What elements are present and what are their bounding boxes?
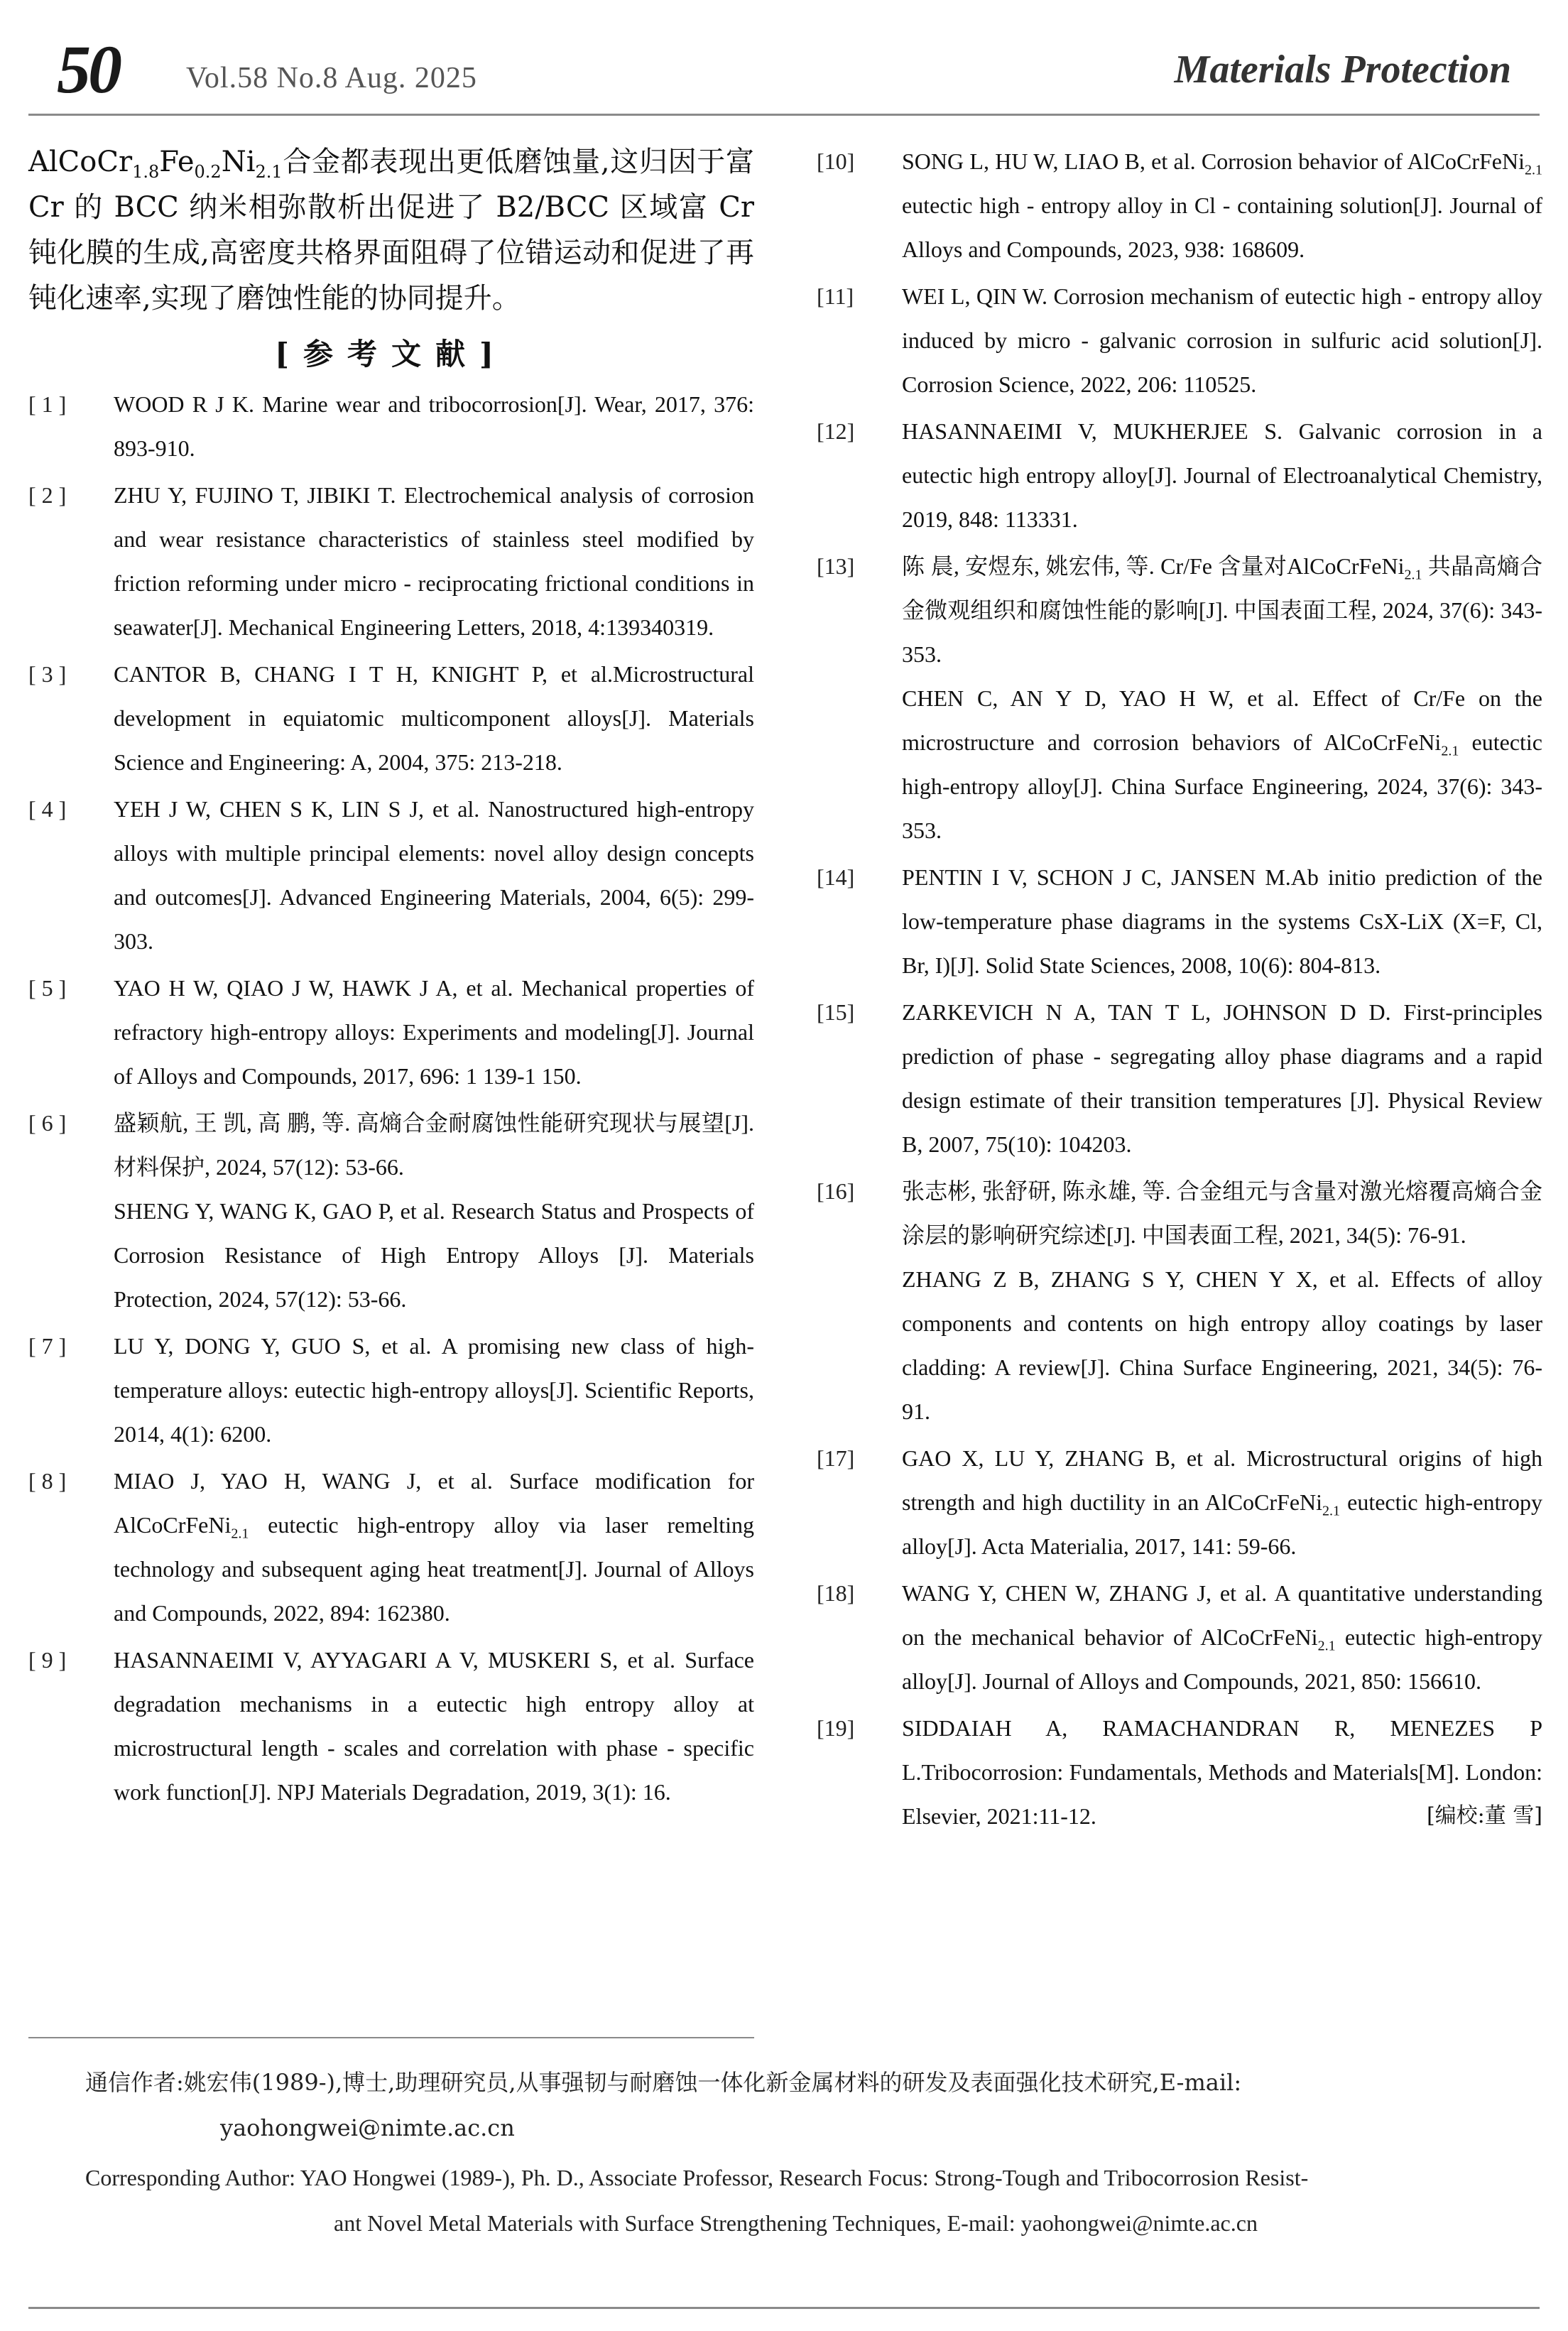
reference-item [28, 652, 754, 784]
reference-number: [14] [817, 864, 855, 890]
reference-text-en: SHENG Y, WANG K, GAO P, et al. Research Status and Prospects of Corrosion Resistance of High Entropy Alloys [J]. Materials Protection, 2024, 57(12): 53-66. [114, 1198, 754, 1312]
reference-item [28, 382, 754, 470]
reference-number: [19] [817, 1715, 855, 1741]
bottom-rule [28, 2307, 1540, 2309]
reference-number: [17] [817, 1445, 855, 1471]
corresponding-author-en [85, 2155, 1541, 2246]
reference-text-cn: 陈 晨, 安煜东, 姚宏伟, 等. Cr/Fe 含量对AlCoCrFeNi$_{2.1}$ 共晶高熵合金微观组织和腐蚀性能的影响[J]. 中国表面工程, 2024, 37(6): 343-353. [902, 553, 1542, 667]
footnote-rule [28, 2037, 754, 2038]
page-number: 50 [57, 31, 119, 107]
issue-info: Vol.58 No.8 Aug. 2025 [186, 62, 477, 94]
reference-number: [10] [817, 148, 855, 174]
reference-text-en: CHEN C, AN Y D, YAO H W, et al. Effect of Cr/Fe on the microstructure and corrosion behaviors of AlCoCrFeNi$_{2.1}$ eutectic high-entropy alloy[J]. China Surface Engineering, 2024, 37(6): 343-353. [902, 685, 1542, 843]
reference-text [902, 544, 1542, 852]
reference-number: [13] [817, 553, 855, 579]
footnote-en-line: Corresponding Author: YAO Hongwei (1989-), Ph. D., Associate Professor, Research Focus: Strong-Tough and Tribocorrosion Resist- [85, 2165, 1309, 2190]
reference-text: HASANNAEIMI V, MUKHERJEE S. Galvanic corrosion in a eutectic high entropy alloy[J]. Journal of Electroanalytical Chemistry, 2019, 848: 113331. [902, 418, 1542, 532]
reference-item [28, 1101, 754, 1321]
reference-item [28, 1459, 754, 1635]
conclusion-paragraph: $AlCoCr_{1.8}Fe_{0.2}Ni_{2.1}$合金都表现出更低磨蚀量,这归因于富 Cr 的 BCC 纳米相弥散析出促进了 B2/BCC 区域富 Cr 钝化膜的生成,高密度共格界面阻碍了位错运动和促进了再钝化速率,实现了磨蚀性能的协同提升。 [28, 146, 754, 315]
reference-text: HASANNAEIMI V, AYYAGARI A V, MUSKERI S, et al. Surface degradation mechanisms in a eutectic high entropy alloy at microstructural length - scales and correlation with phase - specific work function[J]. NPJ Materials Degradation, 2019, 3(1): 16. [114, 1647, 754, 1805]
reference-text-cn: 盛颖航, 王 凯, 高 鹏, 等. 高熵合金耐腐蚀性能研究现状与展望[J]. 材料保护, 2024, 57(12): 53-66. [114, 1110, 754, 1180]
references-heading: [参考文献] [275, 337, 508, 371]
reference-number: [ 9 ] [28, 1647, 67, 1673]
reference-text: WOOD R J K. Marine wear and tribocorrosion[J]. Wear, 2017, 376: 893-910. [114, 391, 754, 461]
reference-item [28, 1324, 754, 1456]
left-column [28, 139, 754, 1817]
reference-item [817, 1436, 1542, 1568]
reference-text-cn: 张志彬, 张舒研, 陈永雄, 等. 合金组元与含量对激光熔覆高熵合金涂层的影响研究综述[J]. 中国表面工程, 2021, 34(5): 76-91. [902, 1178, 1542, 1248]
reference-text: GAO X, LU Y, ZHANG B, et al. Microstructural origins of high strength and high ductility in an AlCoCrFeNi$_{2.1}$ eutectic high-entropy alloy[J]. Acta Materialia, 2017, 141: 59-66. [902, 1445, 1543, 1559]
reference-number: [12] [817, 418, 855, 444]
author-email[interactable]: yaohongwei@nimte.ac.cn [220, 2114, 515, 2141]
reference-text: MIAO J, YAO H, WANG J, et al. Surface modification for AlCoCrFeNi$_{2.1}$ eutectic high-entropy alloy via laser remelting technology and subsequent aging heat treatment[J]. Journal of Alloys and Compounds, 2022, 894: 162380. [114, 1468, 754, 1626]
reference-item [28, 787, 754, 963]
footnote-en-line: ant Novel Metal Materials with Surface Strengthening Techniques, E-mail: yaohongwei@nimte.ac.cn [334, 2210, 1258, 2236]
reference-item [817, 274, 1542, 406]
reference-text: WEI L, QIN W. Corrosion mechanism of eutectic high - entropy alloy induced by micro - galvanic corrosion in sulfuric acid solution[J]. Corrosion Science, 2022, 206: 110525. [902, 283, 1542, 397]
reference-number: [ 5 ] [28, 975, 67, 1001]
reference-text: LU Y, DONG Y, GUO S, et al. A promising new class of high-temperature alloys: eutectic high-entropy alloys[J]. Scientific Reports, 2014, 4(1): 6200. [114, 1333, 754, 1447]
reference-number: [ 8 ] [28, 1468, 67, 1494]
reference-item [817, 1169, 1542, 1433]
reference-number: [16] [817, 1178, 855, 1204]
reference-item [817, 855, 1542, 987]
reference-number: [ 7 ] [28, 1333, 67, 1359]
reference-item [817, 1706, 1542, 1838]
reference-text: CANTOR B, CHANG I T H, KNIGHT P, et al.Microstructural development in equiatomic multicomponent alloys[J]. Materials Science and Engineering: A, 2004, 375: 213-218. [114, 661, 754, 775]
reference-number: [ 3 ] [28, 661, 67, 687]
reference-text: PENTIN I V, SCHON J C, JANSEN M.Ab initio prediction of the low-temperature phase diagrams in the systems CsX-LiX (X=F, Cl, Br, I)[J]. Solid State Sciences, 2008, 10(6): 804-813. [902, 864, 1542, 978]
editor-note: [编校:董 雪] [1426, 1803, 1542, 1828]
reference-item [817, 990, 1542, 1166]
corresponding-author-cn [85, 2060, 1541, 2151]
right-column [817, 139, 1542, 1841]
reference-number: [ 4 ] [28, 796, 67, 822]
reference-number: [15] [817, 999, 855, 1025]
reference-item [28, 1638, 754, 1814]
reference-text: SIDDAIAH A, RAMACHANDRAN R, MENEZES P L.Tribocorrosion: Fundamentals, Methods and Materials[M]. London: Elsevier, 2021:11-12. [编校:董 雪] [902, 1706, 1542, 1838]
reference-text: YEH J W, CHEN S K, LIN S J, et al. Nanostructured high-entropy alloys with multiple principal elements: novel alloy design concepts and outcomes[J]. Advanced Engineering Materials, 2004, 6(5): 299-303. [114, 796, 754, 954]
reference-item [28, 966, 754, 1098]
reference-text [902, 1169, 1542, 1433]
reference-number: [ 6 ] [28, 1110, 67, 1136]
reference-item [817, 544, 1542, 852]
reference-number: [11] [817, 283, 854, 309]
reference-text: YAO H W, QIAO J W, HAWK J A, et al. Mechanical properties of refractory high-entropy alloys: Experiments and modeling[J]. Journal of Alloys and Compounds, 2017, 696: 1 139-1 150. [114, 975, 754, 1089]
reference-text: ZARKEVICH N A, TAN T L, JOHNSON D D. First-principles prediction of phase - segregating alloy phase diagrams and a rapid design estimate of their transition temperatures [J]. Physical Review B, 2007, 75(10): 104203. [902, 999, 1542, 1157]
reference-number: [18] [817, 1580, 855, 1606]
reference-text: SONG L, HU W, LIAO B, et al. Corrosion behavior of AlCoCrFeNi$_{2.1}$ eutectic high - entropy alloy in Cl - containing solution[J]. Journal of Alloys and Compounds, 2023, 938: 168609. [902, 148, 1542, 262]
header-rule [28, 114, 1540, 116]
reference-item [817, 139, 1542, 271]
reference-text [114, 1101, 754, 1321]
reference-text-en: ZHANG Z B, ZHANG S Y, CHEN Y X, et al. Effects of alloy components and contents on high entropy alloy coatings by laser cladding: A review[J]. China Surface Engineering, 2021, 34(5): 76-91. [902, 1266, 1542, 1424]
reference-item [817, 1571, 1542, 1703]
journal-name: Materials Protection [1174, 48, 1511, 92]
reference-number: [ 1 ] [28, 391, 67, 417]
reference-item [817, 409, 1542, 541]
reference-number: [ 2 ] [28, 482, 67, 508]
reference-text: ZHU Y, FUJINO T, JIBIKI T. Electrochemical analysis of corrosion and wear resistance characteristics of stainless steel modified by friction reforming under micro - reciprocating frictional conditions in seawater[J]. Mechanical Engineering Letters, 2018, 4:139340319. [114, 482, 754, 640]
reference-text: WANG Y, CHEN W, ZHANG J, et al. A quantitative understanding on the mechanical behavior of AlCoCrFeNi$_{2.1}$ eutectic high-entropy alloy[J]. Journal of Alloys and Compounds, 2021, 850: 156610. [902, 1580, 1543, 1694]
reference-item [28, 473, 754, 649]
footnote-cn-line: 通信作者:姚宏伟(1989-),博士,助理研究员,从事强韧与耐磨蚀一体化新金属材料的研发及表面强化技术研究,E-mail: [85, 2069, 1242, 2096]
